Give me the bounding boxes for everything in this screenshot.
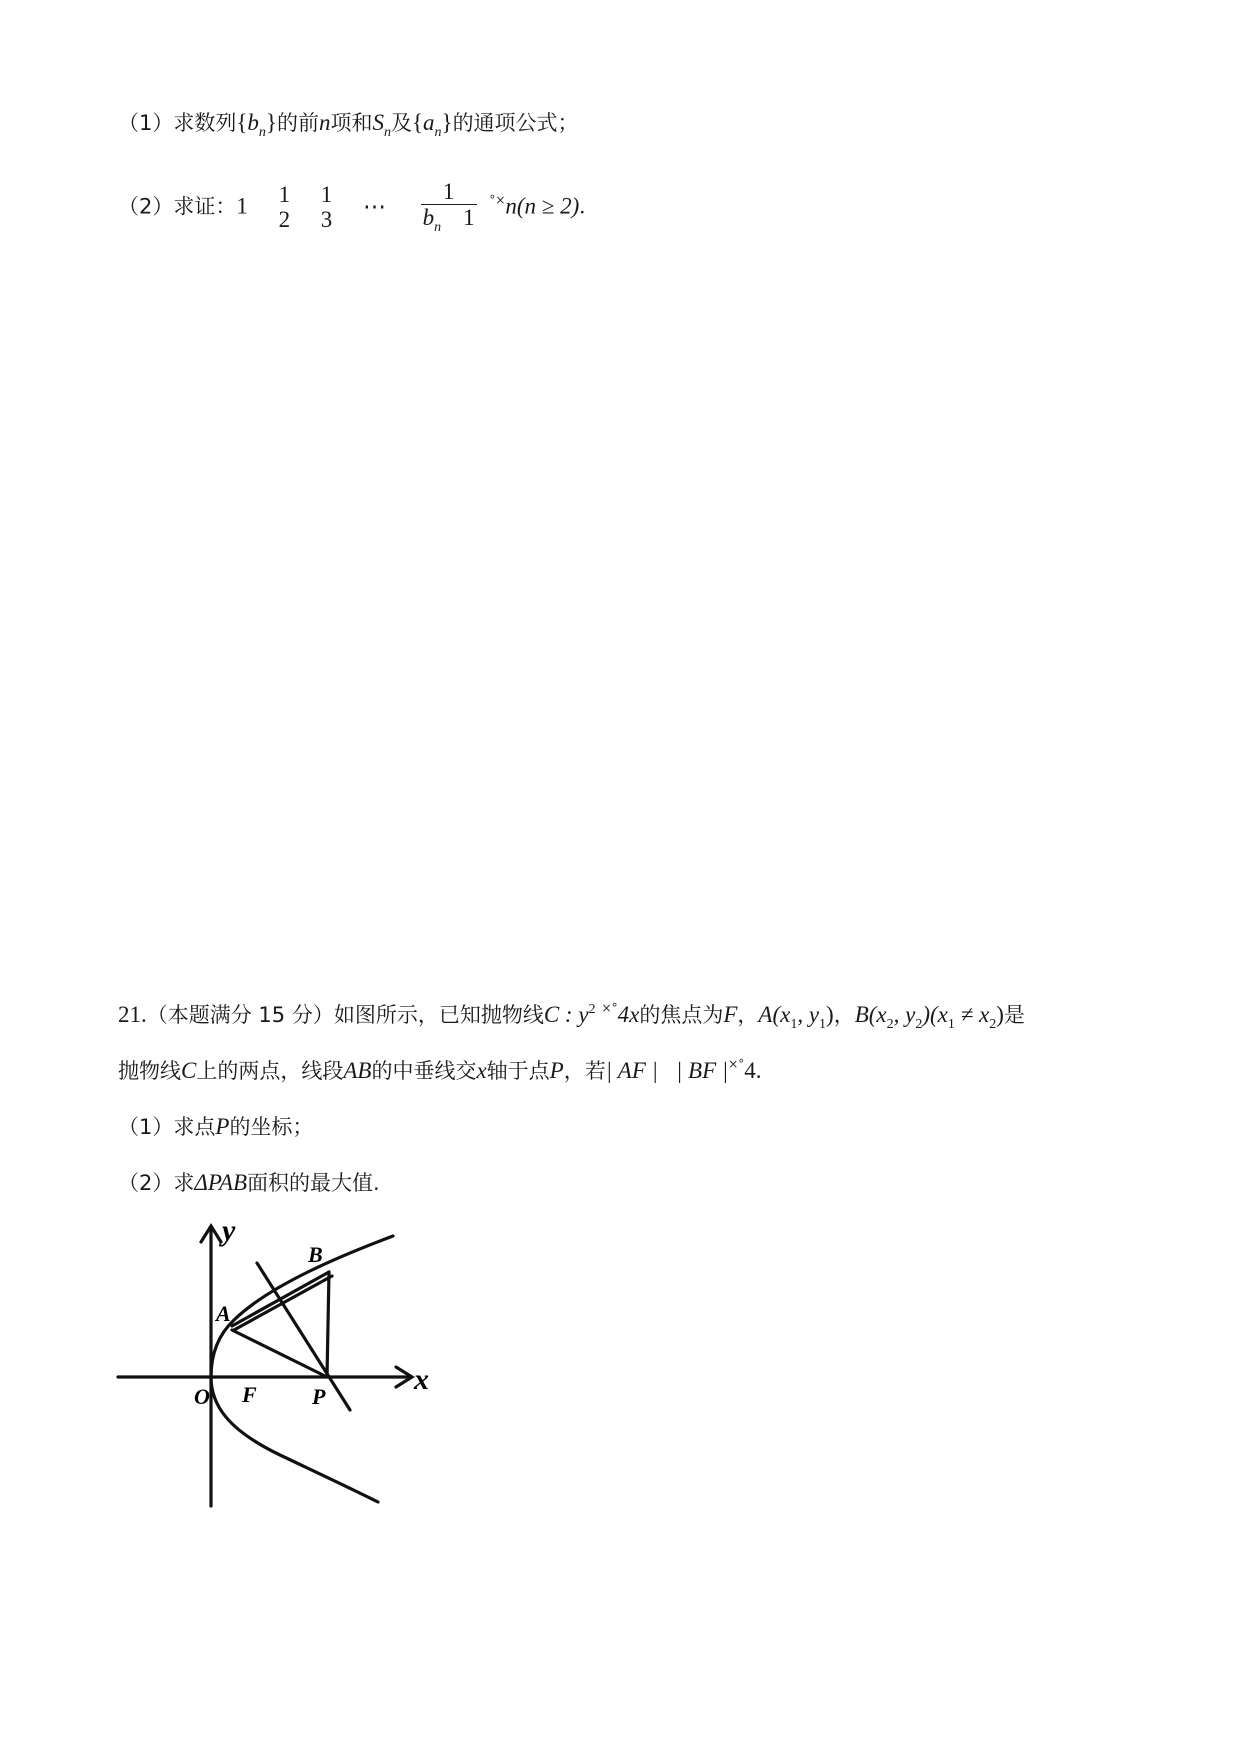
q21-score: （本题满分 15 分）: [146, 1003, 334, 1027]
q21-line1: [118, 1000, 1025, 1034]
q21-text3: 是: [1003, 1003, 1025, 1027]
label-b: B: [308, 1242, 323, 1267]
q21-text1: 如图所示，已知抛物线: [333, 1003, 544, 1027]
comma-1: ，: [737, 1003, 759, 1027]
focus-f: F: [723, 1002, 738, 1027]
q21-l2-text5: ，若: [563, 1059, 606, 1083]
q21-part1-p: P: [215, 1114, 230, 1139]
fraction-bn: [421, 180, 477, 235]
label-p: P: [312, 1384, 326, 1409]
b-subscript: n: [258, 125, 266, 140]
bn-b: b: [422, 205, 435, 230]
q21-l2-text2: 上的两点，线段: [196, 1059, 344, 1083]
a-subscript: n: [434, 125, 442, 140]
point-a-close: ): [826, 1002, 834, 1027]
cond-close: ): [996, 1002, 1004, 1027]
brace-open: {: [236, 110, 248, 135]
s-var: S: [372, 110, 384, 135]
q21-l2-period: .: [755, 1058, 762, 1083]
point-b-mid: , y: [893, 1002, 916, 1027]
parabola-figure: [110, 1210, 450, 1510]
q21-part1-prefix: （1）求点: [118, 1115, 216, 1139]
fraction-third-num: 1: [320, 181, 333, 207]
fraction-bn-num: 1: [421, 180, 477, 205]
fraction-half-den: 2: [278, 206, 291, 232]
q20-part2-tail: n(n ≥ 2): [505, 193, 580, 219]
point-a-mid: , y: [797, 1002, 820, 1027]
label-y: y: [222, 1214, 236, 1247]
fraction-half-num: 1: [278, 181, 291, 207]
bn-subscript: n: [434, 220, 442, 235]
leading-one: 1: [236, 193, 248, 219]
a-var: a: [423, 110, 435, 135]
brace-close-2: }: [441, 110, 453, 135]
parabola-rhs: 4x: [617, 1002, 640, 1027]
triangle-pab: ΔPAB: [194, 1170, 248, 1195]
fraction-third-den: 3: [320, 206, 333, 232]
a-sub1: 1: [790, 1017, 798, 1032]
garbled-glyph-2: ×°: [601, 1001, 618, 1015]
q20-part1-tail: 的通项公式；: [452, 111, 579, 135]
q20-part1-mid2: 项和: [330, 111, 373, 135]
fraction-third: [319, 183, 335, 233]
q21-part2-tail: 面积的最大值.: [247, 1171, 380, 1195]
point-b: B(x: [854, 1002, 887, 1027]
point-b-close: )(x: [922, 1002, 948, 1027]
label-o: O: [194, 1384, 210, 1409]
segment-ab: AB: [343, 1058, 372, 1083]
q21-part1: [118, 1112, 313, 1142]
q20-part1-mid3: 及: [390, 111, 412, 135]
cond-sub2: 2: [989, 1017, 997, 1032]
q20-part1-mid1: 的前: [276, 111, 319, 135]
q21-part2-prefix: （2）求: [118, 1171, 195, 1195]
brace-open-2: {: [411, 110, 424, 135]
label-x: x: [414, 1363, 429, 1396]
x-axis-var: x: [476, 1058, 487, 1083]
q21-l2-text4: 轴于点: [486, 1059, 550, 1083]
q20-part2-period: .: [579, 193, 586, 219]
brace-close: }: [265, 110, 277, 135]
b-var: b: [247, 110, 259, 135]
n-var: n: [318, 110, 331, 135]
q20-part2: [118, 180, 585, 235]
cond-sub1: 1: [947, 1017, 955, 1032]
a-sub2: 1: [819, 1017, 827, 1032]
ellipsis: ⋯: [362, 193, 386, 219]
s-subscript: n: [383, 125, 391, 140]
label-a: A: [216, 1301, 231, 1326]
cond-mid: ≠ x: [954, 1002, 990, 1027]
bn-one: 1: [463, 205, 475, 230]
parabola-curve: [211, 1236, 393, 1502]
abs-af: | AF |: [605, 1058, 658, 1083]
q21-part1-tail: 的坐标；: [229, 1115, 314, 1139]
square-sup: 2: [588, 1002, 596, 1017]
q21-part2: [118, 1168, 380, 1198]
q21-line2: [118, 1056, 762, 1089]
q21-text2: 的焦点为: [639, 1003, 724, 1027]
point-p: P: [549, 1058, 564, 1083]
q21-number: 21.: [118, 1002, 147, 1027]
garbled-glyph: °×: [489, 192, 506, 207]
fraction-bn-den: [421, 205, 477, 235]
b-sub1: 2: [886, 1017, 894, 1032]
q20-part1-prefix: （1）求数列: [118, 111, 237, 135]
b-sub2: 2: [915, 1017, 923, 1032]
q20-part2-prefix: （2）求证：: [118, 194, 237, 219]
q21-l2-c: C: [181, 1058, 197, 1083]
label-f: F: [242, 1382, 257, 1407]
fraction-half: [277, 183, 293, 233]
q21-l2-text1: 抛物线: [118, 1059, 181, 1083]
garbled-glyph-3: ×°: [728, 1057, 745, 1071]
comma-2: ，: [833, 1003, 855, 1027]
abs-value: 4: [744, 1058, 756, 1083]
abs-bf: | BF |: [675, 1058, 729, 1083]
q21-l2-text3: 的中垂线交: [371, 1059, 477, 1083]
q20-part1: [118, 108, 579, 142]
segment-bp: [327, 1272, 329, 1377]
parabola-c: C : y: [543, 1002, 589, 1027]
point-a: A(x: [758, 1002, 791, 1027]
